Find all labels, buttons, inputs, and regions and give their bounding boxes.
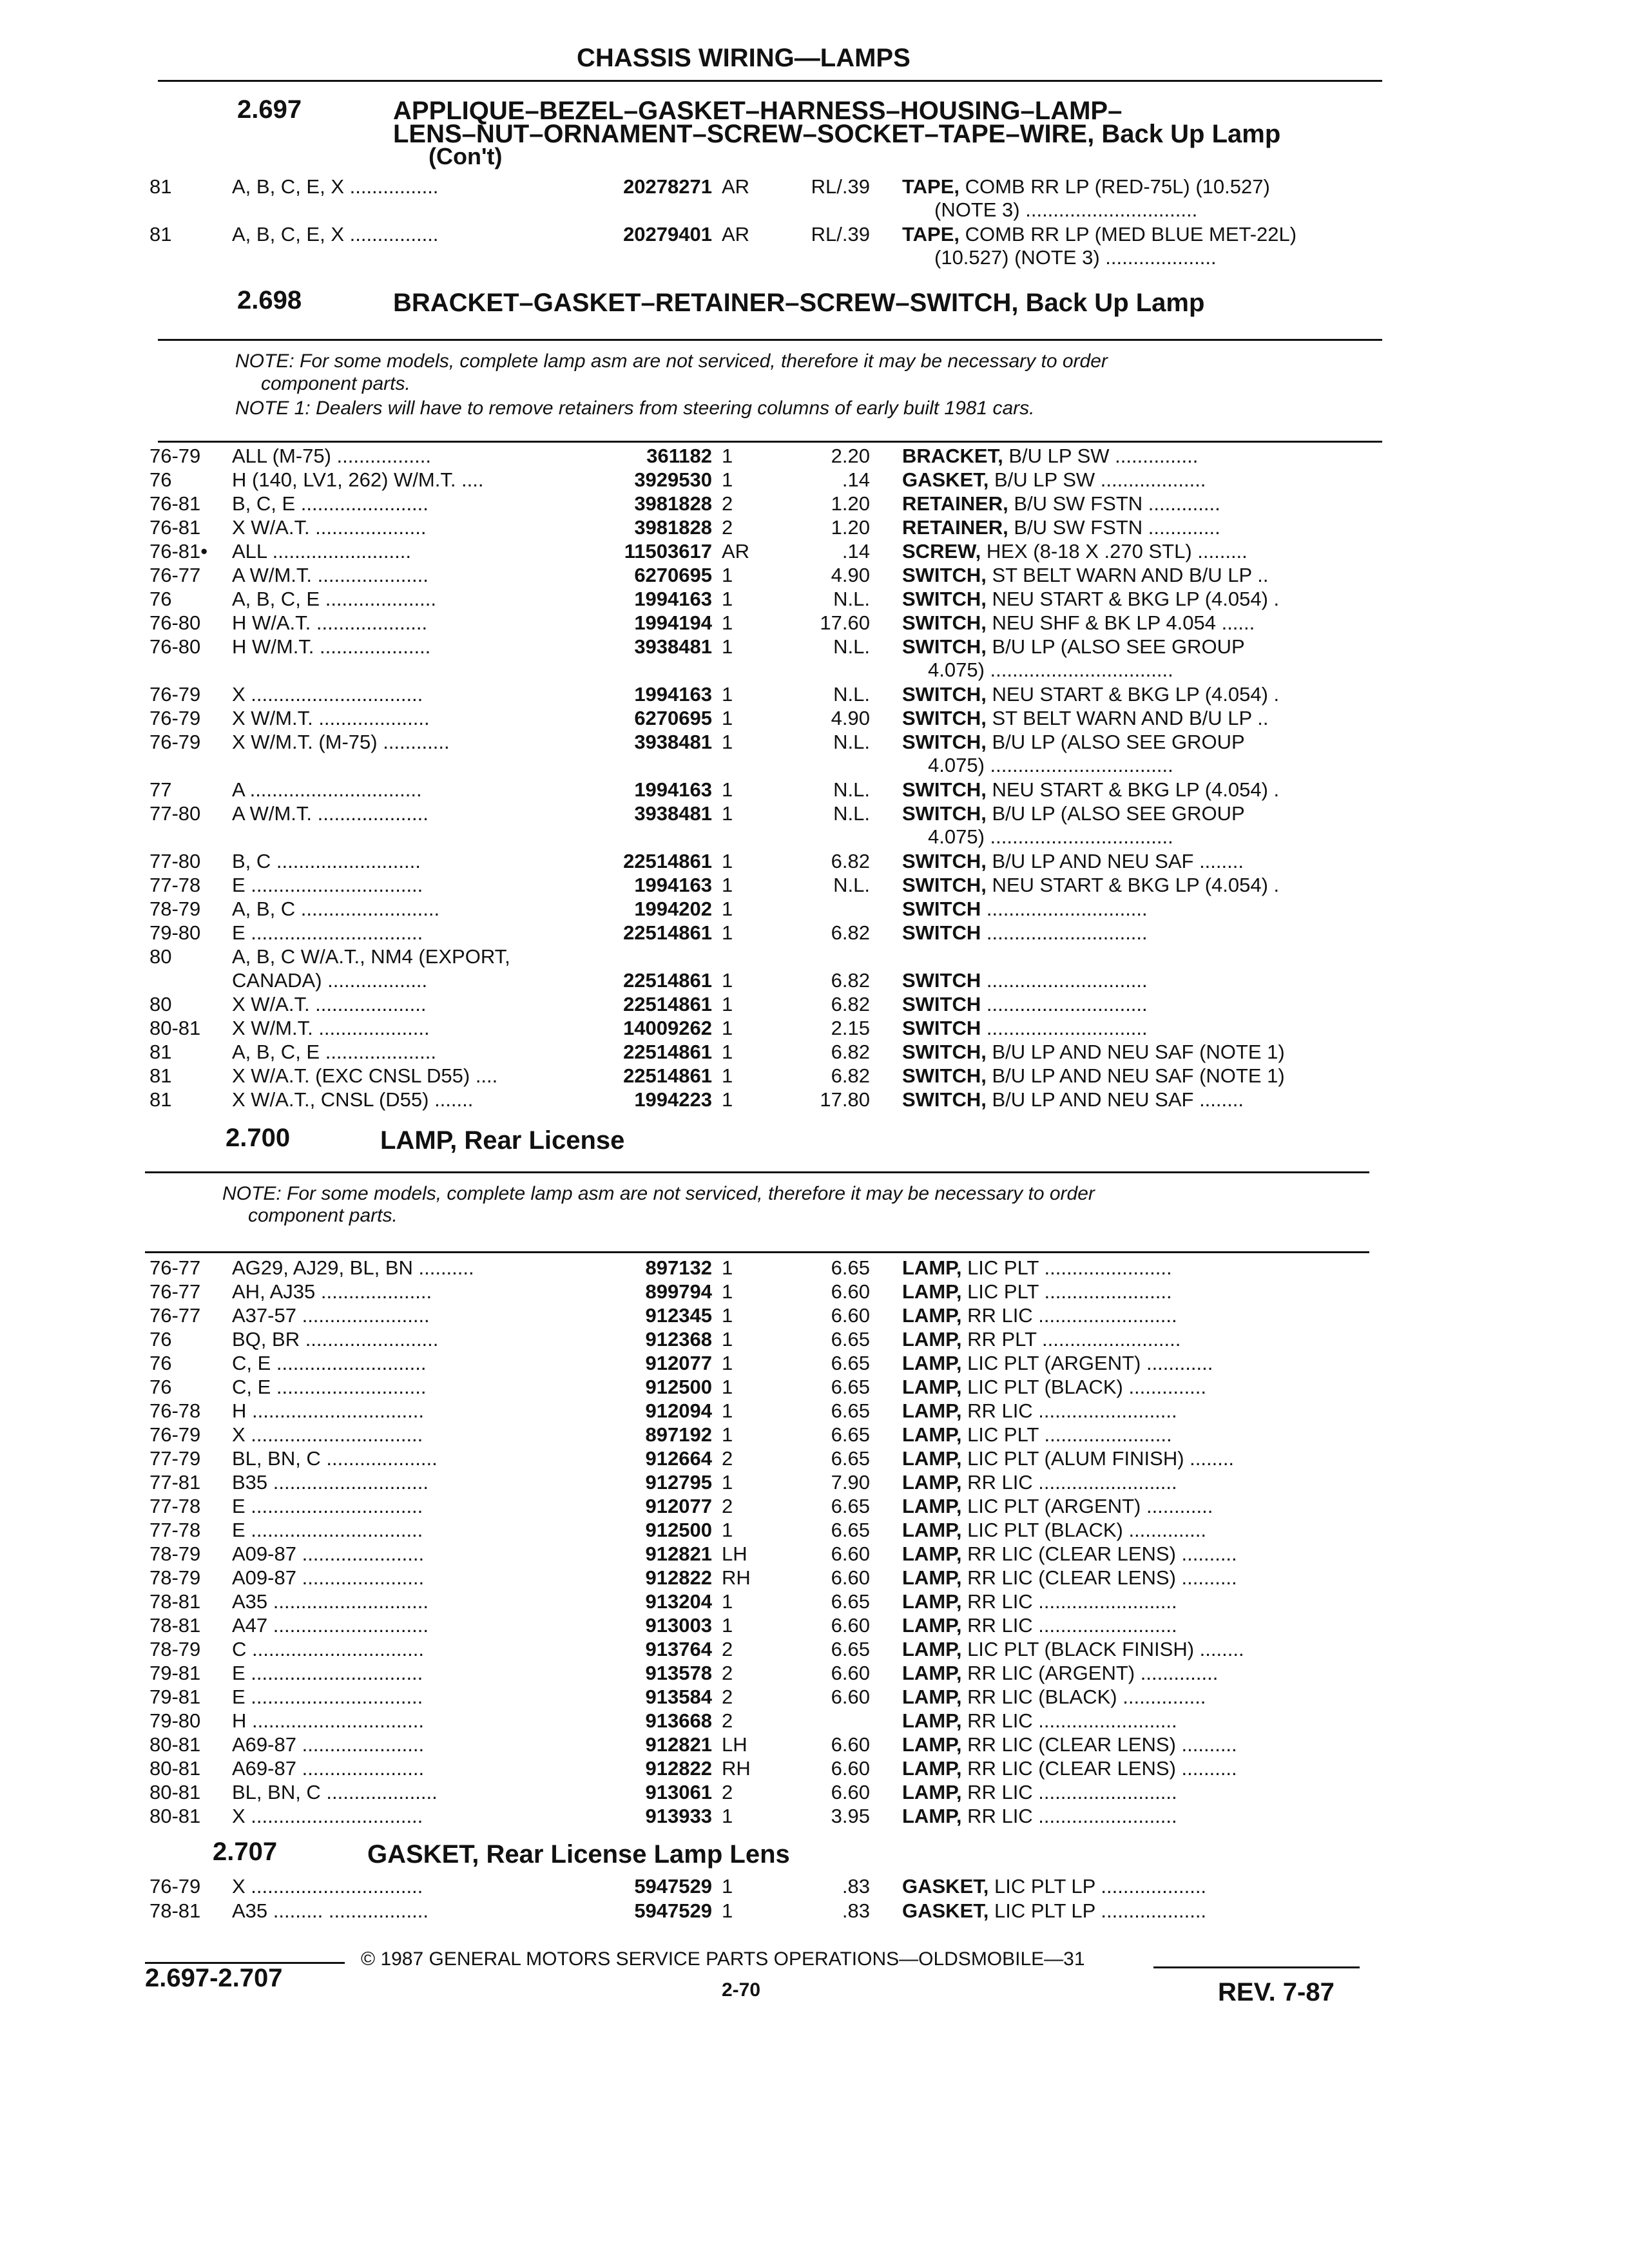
list-item: 80-81 A69-87 ...................... 912822 RH 6.60 LAMP, RR LIC (CLEAR LENS) .......... — [149, 1757, 1237, 1780]
list-item: 76-77 A37-57 ....................... 912345 1 6.60 LAMP, RR LIC ......................... — [149, 1304, 1177, 1327]
list-item: 76-79 ALL (M-75) ................. 361182 1 2.20 BRACKET, B/U LP SW ............... — [149, 445, 1199, 467]
list-item: 76-78 H ............................... 912094 1 6.65 LAMP, RR LIC ......................... — [149, 1399, 1177, 1422]
list-item: 80-81 X W/M.T. .................... 14009262 1 2.15 SWITCH ............................. — [149, 1017, 1148, 1039]
section-rule — [158, 339, 1382, 341]
note: NOTE: For some models, complete lamp asm are not serviced, therefore it may be necessary to order — [222, 1183, 1095, 1204]
list-item: 79-81 E ............................... 913584 2 6.60 LAMP, RR LIC (BLACK) ............... — [149, 1686, 1206, 1708]
list-item: 77-80 B, C .......................... 22514861 1 6.82 SWITCH, B/U LP AND NEU SAF ........ — [149, 850, 1244, 872]
section-number: 2.698 — [237, 286, 302, 314]
section-title: BRACKET–GASKET–RETAINER–SCREW–SWITCH, Back Up Lamp — [393, 289, 1205, 317]
list-item: 76-79 X ............................... 1994163 1 N.L. SWITCH, NEU START & BKG LP (4.054) . — [149, 683, 1280, 706]
list-item: 78-81 A35 ......... .................. 5947529 1 .83 GASKET, LIC PLT LP ................... — [149, 1899, 1207, 1922]
list-item: 81 A, B, C, E, X ................ 20278271 AR RL/.39 TAPE, COMB RR LP (RED-75L) (10.527) — [149, 175, 1270, 198]
note: component parts. — [261, 373, 410, 394]
list-item: 81 A, B, C, E, X ................ 20279401 AR RL/.39 TAPE, COMB RR LP (MED BLUE MET-22L) — [149, 223, 1297, 245]
row-continuation: 4.075) ................................. — [928, 658, 1173, 681]
section-rule — [145, 1251, 1369, 1253]
note: NOTE: For some models, complete lamp asm are not serviced, therefore it may be necessary to order — [235, 351, 1108, 372]
list-item: 76-79 X W/M.T. (M-75) ............ 3938481 1 N.L. SWITCH, B/U LP (ALSO SEE GROUP — [149, 731, 1245, 753]
list-item: 81 X W/A.T. (EXC CNSL D55) .... 22514861 1 6.82 SWITCH, B/U LP AND NEU SAF (NOTE 1) — [149, 1064, 1285, 1087]
list-item: 79-80 H ............................... 913668 2 LAMP, RR LIC ......................... — [149, 1709, 1177, 1732]
row-continuation: 4.075) ................................. — [928, 825, 1173, 848]
list-item: 76-81 B, C, E ....................... 3981828 2 1.20 RETAINER, B/U SW FSTN ............. — [149, 492, 1220, 515]
list-item: 77-78 E ............................... 912077 2 6.65 LAMP, LIC PLT (ARGENT) ............ — [149, 1495, 1213, 1517]
section-title: APPLIQUE–BEZEL–GASKET–HARNESS–HOUSING–LAMP– — [393, 97, 1123, 125]
list-item: 76-81 X W/A.T. .................... 3981828 2 1.20 RETAINER, B/U SW FSTN ............. — [149, 516, 1220, 539]
section-title: LAMP, Rear License — [380, 1126, 625, 1155]
list-item: 79-80 E ............................... 22514861 1 6.82 SWITCH ............................. — [149, 921, 1148, 944]
list-item: 78-81 A35 ............................ 913204 1 6.65 LAMP, RR LIC ......................... — [149, 1590, 1177, 1613]
section-number: 2.700 — [226, 1124, 291, 1152]
page-number: 2-70 — [722, 1979, 761, 2001]
list-item: 79-81 E ............................... 913578 2 6.60 LAMP, RR LIC (ARGENT) .............. — [149, 1662, 1219, 1684]
list-item: 76-80 H W/A.T. .................... 1994194 1 17.60 SWITCH, NEU SHF & BK LP 4.054 ...... — [149, 611, 1255, 634]
list-item: CANADA) .................. 22514861 1 6.82 SWITCH ............................. — [232, 969, 1148, 992]
note: component parts. — [248, 1205, 398, 1226]
list-item: 76-77 AH, AJ35 .................... 899794 1 6.60 LAMP, LIC PLT ....................... — [149, 1280, 1172, 1303]
list-item: 76-77 A W/M.T. .................... 6270695 1 4.90 SWITCH, ST BELT WARN AND B/U LP .. — [149, 564, 1269, 586]
row-continuation: (NOTE 3) ............................... — [934, 198, 1198, 221]
section-title-line2: LENS–NUT–ORNAMENT–SCREW–SOCKET–TAPE–WIRE, Back Up Lamp — [393, 120, 1281, 148]
revision: REV. 7-87 — [1218, 1978, 1335, 2006]
list-item: 76-77 AG29, AJ29, BL, BN .......... 897132 1 6.65 LAMP, LIC PLT ....................... — [149, 1256, 1172, 1279]
list-item: 81 A, B, C, E .................... 22514861 1 6.82 SWITCH, B/U LP AND NEU SAF (NOTE 1) — [149, 1041, 1285, 1063]
section-rule — [145, 1171, 1369, 1173]
list-item: 80-81 X ............................... 913933 1 3.95 LAMP, RR LIC ......................... — [149, 1805, 1177, 1827]
list-item: 76 C, E ........................... 912077 1 6.65 LAMP, LIC PLT (ARGENT) ............ — [149, 1352, 1213, 1374]
section-title: GASKET, Rear License Lamp Lens — [367, 1840, 790, 1869]
list-item: 81 X W/A.T., CNSL (D55) ....... 1994223 1 17.80 SWITCH, B/U LP AND NEU SAF ........ — [149, 1088, 1244, 1111]
list-item: 76 BQ, BR ........................ 912368 1 6.65 LAMP, RR PLT ......................... — [149, 1328, 1181, 1350]
header-rule — [158, 80, 1382, 82]
section-number: 2.707 — [213, 1838, 278, 1866]
list-item: 76 A, B, C, E .................... 1994163 1 N.L. SWITCH, NEU START & BKG LP (4.054) . — [149, 588, 1280, 610]
list-item: 77-80 A W/M.T. .................... 3938481 1 N.L. SWITCH, B/U LP (ALSO SEE GROUP — [149, 802, 1245, 825]
list-item: 77 A ............................... 1994163 1 N.L. SWITCH, NEU START & BKG LP (4.054) . — [149, 778, 1280, 801]
list-item: 77-78 E ............................... 912500 1 6.65 LAMP, LIC PLT (BLACK) .............. — [149, 1519, 1207, 1541]
list-item: 80 X W/A.T. .................... 22514861 1 6.82 SWITCH ............................. — [149, 993, 1148, 1015]
list-item: 76 C, E ........................... 912500 1 6.65 LAMP, LIC PLT (BLACK) .............. — [149, 1376, 1207, 1398]
list-item: 80-81 A69-87 ...................... 912821 LH 6.60 LAMP, RR LIC (CLEAR LENS) .......... — [149, 1733, 1237, 1756]
list-item: 77-78 E ............................... 1994163 1 N.L. SWITCH, NEU START & BKG LP (4.054) . — [149, 874, 1280, 896]
page-title: CHASSIS WIRING—LAMPS — [577, 44, 911, 72]
list-item: 78-79 C ............................... 913764 2 6.65 LAMP, LIC PLT (BLACK FINISH) ........ — [149, 1638, 1244, 1660]
section-title-line3: (Con't) — [429, 143, 503, 169]
row-continuation: (10.527) (NOTE 3) .................... — [934, 246, 1217, 269]
list-item: 76-80 H W/M.T. .................... 3938481 1 N.L. SWITCH, B/U LP (ALSO SEE GROUP — [149, 635, 1245, 658]
row-continuation: 4.075) ................................. — [928, 754, 1173, 776]
list-item: 78-79 A09-87 ...................... 912821 LH 6.60 LAMP, RR LIC (CLEAR LENS) .......... — [149, 1542, 1237, 1565]
footer-rule-right — [1153, 1966, 1360, 1968]
note: NOTE 1: Dealers will have to remove retainers from steering columns of early built 1981 cars. — [235, 398, 1035, 419]
section-number: 2.697 — [237, 95, 302, 124]
list-item: 78-79 A09-87 ...................... 912822 RH 6.60 LAMP, RR LIC (CLEAR LENS) .......... — [149, 1566, 1237, 1589]
list-item: 77-81 B35 ............................ 912795 1 7.90 LAMP, RR LIC ......................... — [149, 1471, 1177, 1494]
list-item: 76-81• ALL ......................... 11503617 AR .14 SCREW, HEX (8-18 X .270 STL) ......... — [149, 540, 1248, 562]
list-item: 80 A, B, C W/A.T., NM4 (EXPORT, — [149, 945, 510, 968]
list-item: 80-81 BL, BN, C .................... 913061 2 6.60 LAMP, RR LIC ......................... — [149, 1781, 1177, 1803]
list-item: 76-79 X W/M.T. .................... 6270695 1 4.90 SWITCH, ST BELT WARN AND B/U LP .. — [149, 707, 1269, 729]
list-item: 76-79 X ............................... 897192 1 6.65 LAMP, LIC PLT ....................... — [149, 1423, 1172, 1446]
list-item: 76-79 X ............................... 5947529 1 .83 GASKET, LIC PLT LP ................... — [149, 1875, 1207, 1898]
list-item: 76 H (140, LV1, 262) W/M.T. .... 3929530 1 .14 GASKET, B/U LP SW ................... — [149, 468, 1206, 491]
section-rule — [158, 441, 1382, 443]
footer-range: 2.697-2.707 — [145, 1964, 283, 1992]
list-item: 78-81 A47 ............................ 913003 1 6.60 LAMP, RR LIC ......................... — [149, 1614, 1177, 1637]
list-item: 77-79 BL, BN, C .................... 912664 2 6.65 LAMP, LIC PLT (ALUM FINISH) ........ — [149, 1447, 1235, 1470]
copyright: © 1987 GENERAL MOTORS SERVICE PARTS OPERATIONS—OLDSMOBILE—31 — [361, 1948, 1085, 1970]
list-item: 78-79 A, B, C ......................... 1994202 1 SWITCH ............................. — [149, 898, 1148, 920]
